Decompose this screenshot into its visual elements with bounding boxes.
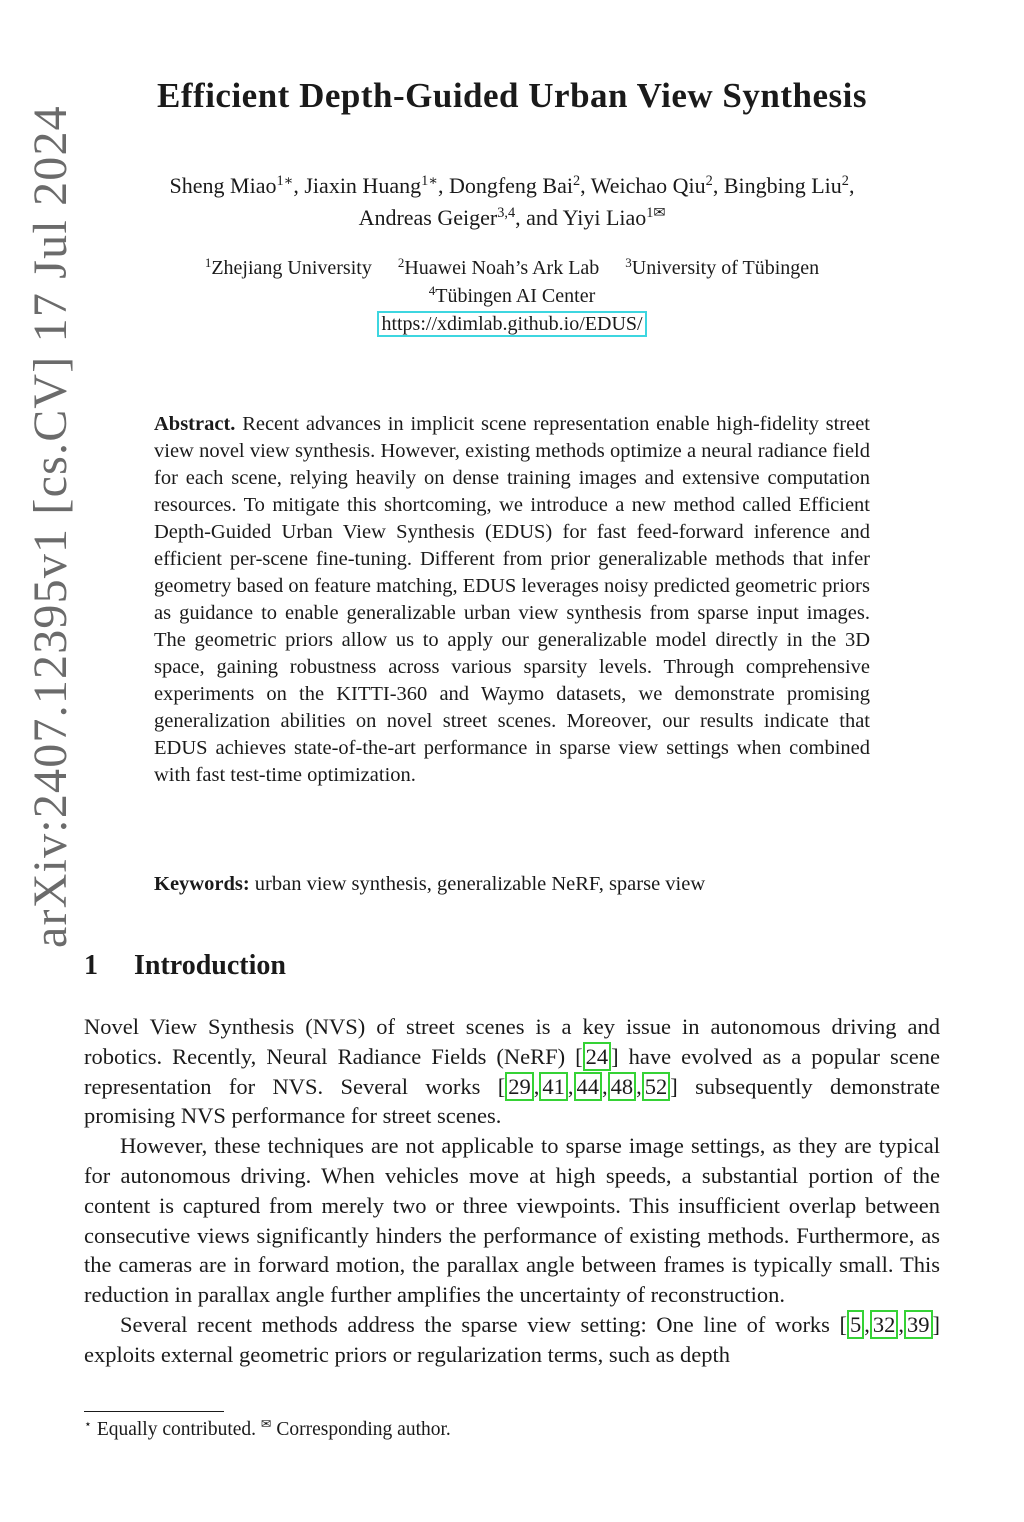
keywords-text: urban view synthesis, generalizable NeRF, sparse view [254, 873, 706, 895]
affiliation-line [60, 282, 964, 310]
author-name: Weichao Qiu [590, 173, 706, 198]
section-title: Introduction [134, 950, 286, 981]
author-separator: , [712, 173, 724, 198]
author-separator: , [580, 173, 591, 198]
author-name: Bingbing Liu [723, 173, 842, 198]
author-name: Dongfeng Bai [448, 173, 573, 198]
author-list [60, 170, 964, 234]
paragraph-text: Several recent methods address the sparse view setting: One line of works [ [120, 1311, 847, 1337]
citation-link[interactable]: 24 [583, 1042, 612, 1071]
paragraph: Novel View Synthesis (NVS) of street scenes is a key issue in autonomous driving and robotics. Recently, Neural Radiance Fields (NeRF) [ 24 ] have evolved as a popular scene representation for NVS. Several works [ 29 , 41 , 44 , 48 , 52 ] subsequently demonstrate promising NVS performance for street scenes. [84, 1014, 940, 1129]
author-name: Andreas Geiger [358, 205, 498, 230]
paragraph-text: ] have evolved as a popular scene representation for NVS. Several works [ [84, 1043, 940, 1099]
author-affiliation-marker: 1✉ [646, 205, 666, 222]
author-name: Sheng Miao [169, 173, 277, 198]
footnote-rule [84, 1411, 224, 1412]
author-affiliation-marker: 2 [841, 173, 849, 190]
keywords [154, 871, 870, 898]
footnote-equal-text: Equally contributed. [96, 1419, 257, 1440]
citation-link[interactable]: 48 [608, 1072, 637, 1101]
paragraph: However, these techniques are not applicable to sparse image settings, as they are typical for autonomous driving. When vehicles move at high speeds, a substantial portion of the content is captured from merely two or three viewpoints. This insufficient overlap between consecutive views significantly hinders the performance of existing methods. Furthermore, as the cameras are in forward motion, the parallax angle between frames is typically small. This reduction in parallax angle further amplifies the uncertainty of reconstruction. [84, 1133, 940, 1308]
affiliation-marker: 1 [204, 254, 212, 270]
equal-contribution-marker: ⋆ [84, 1417, 92, 1432]
citation-link[interactable]: 52 [642, 1072, 671, 1101]
abstract-label: Abstract. [154, 413, 236, 435]
author-affiliation-marker: 3,4 [497, 205, 516, 222]
affiliation-name: Zhejiang University [211, 257, 372, 279]
author-separator: , [293, 173, 305, 198]
arxiv-identifier-stamp: arXiv:2407.12395v1 [cs.CV] 17 Jul 2024 [24, 105, 77, 948]
author-separator: , [437, 173, 449, 198]
author-separator: , [848, 173, 855, 198]
section-heading [84, 950, 286, 982]
affiliation-marker: 2 [397, 254, 405, 270]
paragraph-text: ] exploits external geometric priors or regularization terms, such as depth [84, 1311, 940, 1367]
keywords-label: Keywords: [154, 873, 250, 895]
affiliation-name: Tübingen AI Center [435, 285, 596, 307]
body-text [84, 1012, 940, 1370]
author-name: Jiaxin Huang [304, 173, 422, 198]
author-name: Yiyi Liao [562, 205, 647, 230]
author-affiliation-marker: 2 [572, 173, 581, 190]
citation-link[interactable]: 5 [847, 1310, 864, 1339]
footnote [84, 1417, 451, 1443]
abstract [154, 411, 870, 789]
paper-title: Efficient Depth-Guided Urban View Synthesis [157, 76, 867, 115]
paragraph: Several recent methods address the sparse view setting: One line of works [ 5 , 32 , 39 ] exploits external geometric priors or regularization terms, such as depth [84, 1311, 940, 1367]
citation-link[interactable]: 44 [574, 1072, 603, 1101]
author-affiliation-marker: 2 [705, 173, 713, 190]
affiliation-name: University of Tübingen [631, 257, 820, 279]
footnote-corresponding-text: Corresponding author. [276, 1419, 451, 1440]
affiliations [60, 254, 964, 338]
affiliation-name: Huawei Noah’s Ark Lab [404, 257, 600, 279]
section-number: 1 [84, 950, 98, 981]
paragraph-text: ] subsequently demonstrate promising NVS performance for street scenes. [84, 1073, 940, 1129]
citation-link[interactable]: 29 [505, 1072, 534, 1101]
affiliation-marker: 4 [428, 282, 436, 298]
author-affiliation-marker: 1∗ [421, 173, 438, 190]
paragraph-text: Novel View Synthesis (NVS) of street scenes is a key issue in autonomous driving and robotics. Recently, Neural Radiance Fields (NeRF) [ [84, 1014, 940, 1069]
envelope-icon: ✉ [260, 1417, 272, 1432]
author-separator: , and [515, 205, 563, 230]
citation-link[interactable]: 32 [870, 1310, 899, 1339]
affiliation-marker: 3 [625, 254, 632, 270]
author-affiliation-marker: 1∗ [276, 173, 294, 190]
affiliation-line [60, 254, 964, 282]
abstract-text: Recent advances in implicit scene representation enable high-fidelity street view novel view synthesis. However, existing methods optimize a neural radiance field for each scene, relying heavily on dense training images and extensive computation resources. To mitigate this shortcoming, we introduce a new method called Efficient Depth-Guided Urban View Synthesis (EDUS) for fast feed-forward inference and efficient per-scene fine-tuning. Different from prior generalizable methods that infer geometry based on feature matching, EDUS leverages noisy predicted geometric priors as guidance to enable generalizable urban view synthesis from sparse input images. The geometric priors allow us to apply our generalizable model directly in the 3D space, gaining robustness across various sparsity levels. Through comprehensive experiments on the KITTI-360 and Waymo datasets, we demonstrate promising generalization abilities on novel street scenes. Moreover, our results indicate that EDUS achieves state-of-the-art performance in sparse view settings when combined with fast test-time optimization. [154, 413, 871, 786]
citation-link[interactable]: 39 [904, 1310, 933, 1339]
project-url-link[interactable]: https://xdimlab.github.io/EDUS/ [377, 311, 646, 337]
citation-link[interactable]: 41 [539, 1072, 568, 1101]
